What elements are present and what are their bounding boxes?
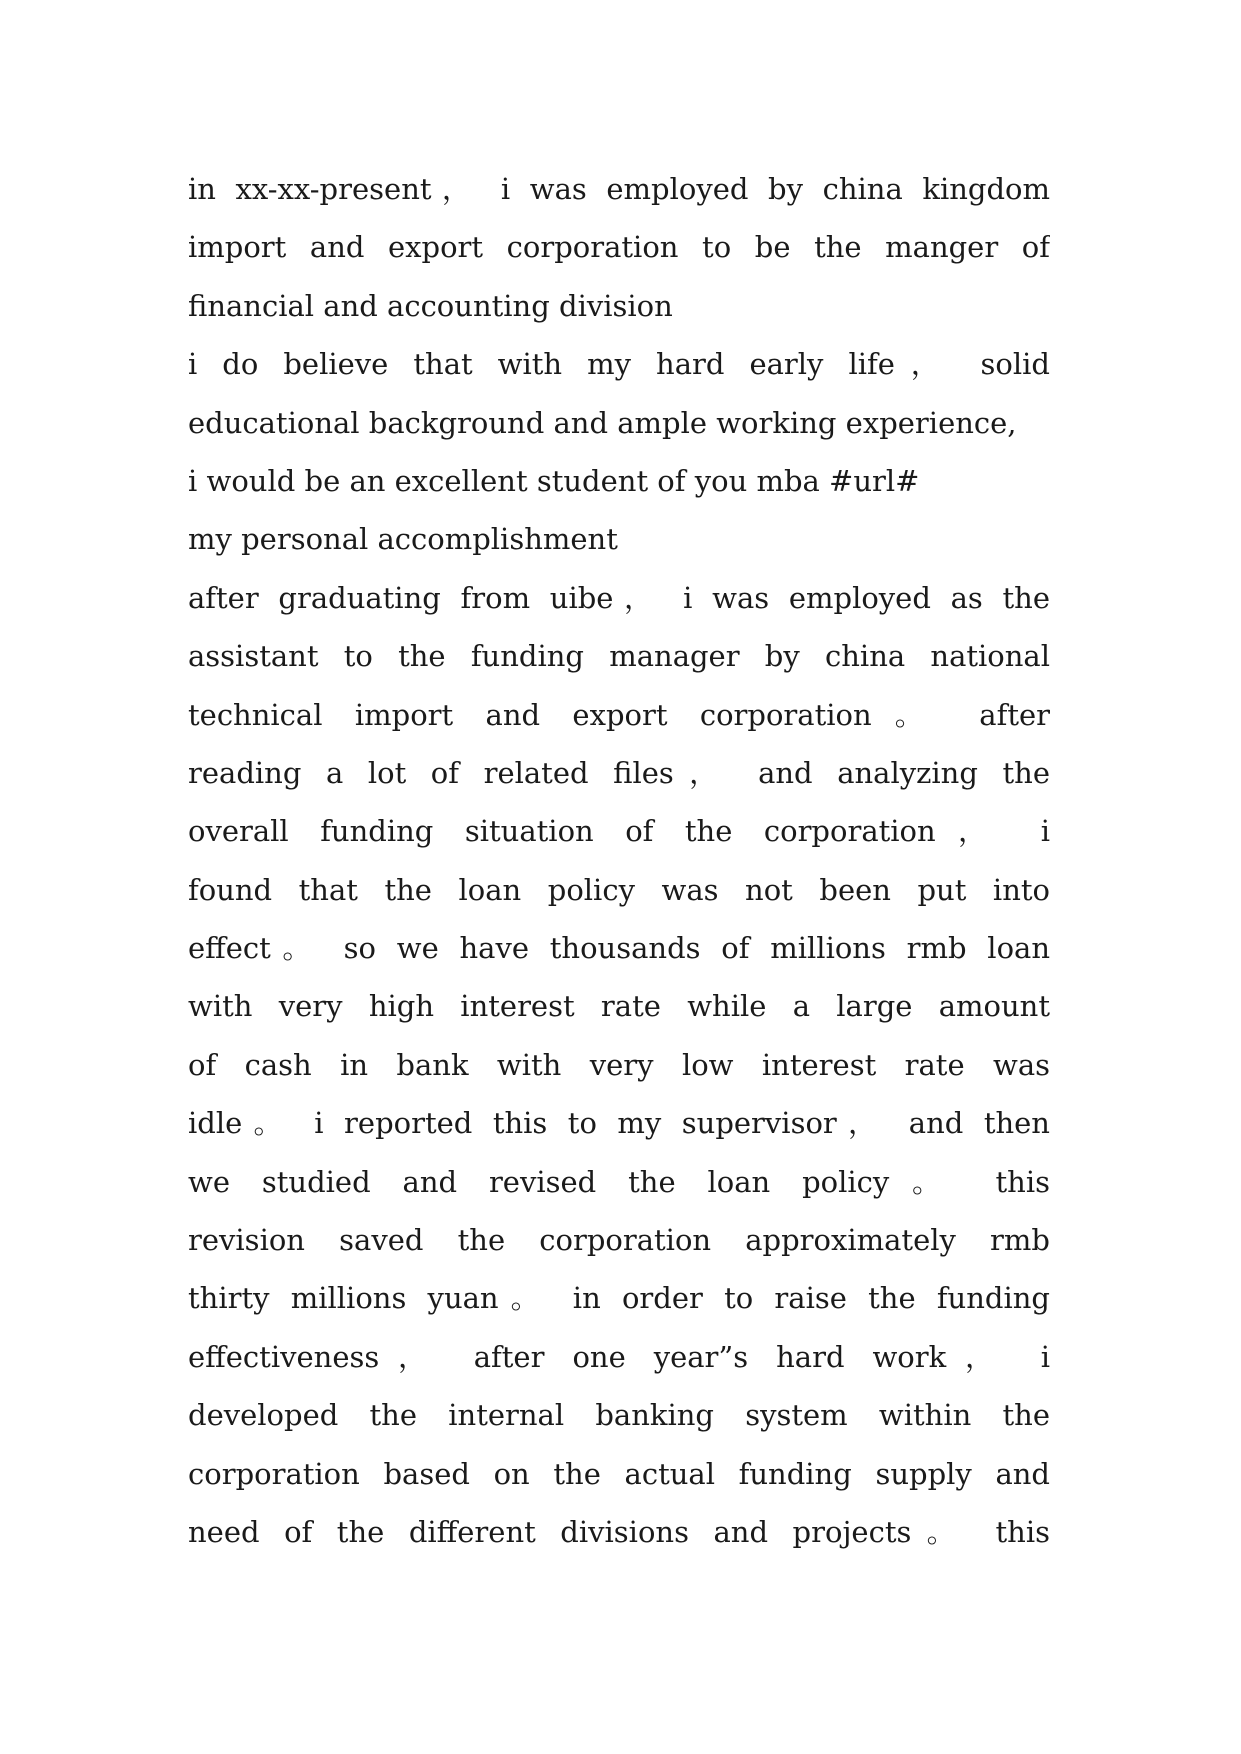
text-line-9: assistant to the funding manager by china national (188, 639, 1050, 674)
text-line-6: i would be an excellent student of you mba #url# (188, 463, 920, 498)
body-text (188, 160, 1068, 1561)
section-heading: my personal accomplishment (188, 522, 618, 557)
text-line-21: effectiveness， after one year”s hard work， i (188, 1339, 1050, 1374)
text-line-10: technical import and export corporation。 after (188, 697, 1050, 732)
text-line-15: with very high interest rate while a large amount (188, 989, 1050, 1024)
text-line-24: need of the different divisions and projects。 this (188, 1514, 1050, 1549)
text-line-14: effect。 so we have thousands of millions rmb loan (188, 931, 1050, 966)
text-line-4: i do believe that with my hard early life， solid (188, 347, 1050, 382)
text-line-11: reading a lot of related files， and analyzing the (188, 755, 1050, 790)
text-line-1: in xx-xx-present， i was employed by china kingdom (188, 172, 1050, 206)
text-line-2: import and export corporation to be the manger of (188, 230, 1050, 265)
text-line-13: found that the loan policy was not been put into (188, 872, 1050, 907)
text-line-17: idle。 i reported this to my supervisor， and then (188, 1106, 1050, 1141)
text-line-20: thirty millions yuan。 in order to raise the funding (188, 1281, 1050, 1316)
text-line-3: financial and accounting division (188, 288, 673, 323)
text-line-23: corporation based on the actual funding supply and (188, 1456, 1050, 1491)
text-line-19: revision saved the corporation approximately rmb (188, 1223, 1050, 1258)
text-line-12: overall funding situation of the corporation， i (188, 814, 1050, 849)
text-line-22: developed the internal banking system within the (188, 1398, 1050, 1433)
text-line-5: educational background and ample working experience, (188, 405, 1017, 440)
text-line-18: we studied and revised the loan policy。 this (188, 1164, 1050, 1199)
text-line-16: of cash in bank with very low interest rate was (188, 1047, 1050, 1082)
text-line-8: after graduating from uibe， i was employed as the (188, 580, 1050, 615)
